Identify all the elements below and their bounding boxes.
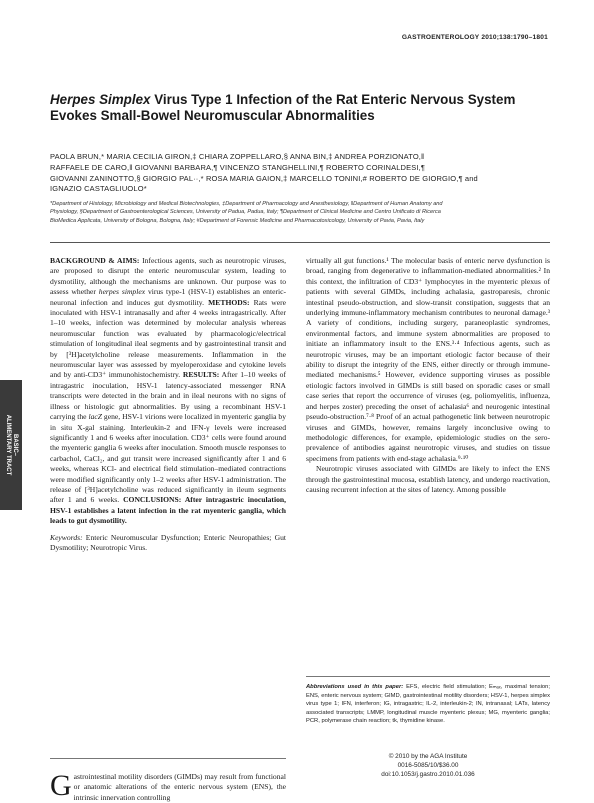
title-line2: Evokes Small-Bowel Neuromuscular Abnormalities	[50, 108, 375, 123]
running-head: GASTROENTEROLOGY 2010;138:1790–1801	[401, 34, 548, 41]
keywords	[50, 533, 286, 554]
author-line: GIOVANNI ZANINOTTO,§ GIORGIO PAL··,* ROSA MARIA GAION,‡ MARCELLO TONINI,# ROBERTO DE GIORGIO,¶ and	[50, 173, 478, 183]
methods-text: Rats were inoculated with HSV-1 intranasally and after 4 weeks intragastrically. After 1–10 weeks, infection was determined by molecular analysis whereas neuromuscular function was evaluated by pharmacologic/electrical stimulation of longitudinal ileal segments and by gastrointestinal transit and by [³H]acetylcholine release measurements. Inflammation in the neuromuscular layer was assessed by myeloperoxidase and cytokine levels and by anti-CD3⁺ immunohistochemistry.	[50, 297, 286, 380]
background-text2: virus type-1 (HSV-1) establishes an enteric-neuronal infection and induces gut dysmotility.	[50, 287, 286, 307]
copyright-block	[306, 752, 550, 779]
keywords-label: Keywords:	[50, 532, 83, 542]
abbreviations-footnote	[306, 676, 550, 726]
body-paragraph: Neurotropic viruses associated with GIMDs are likely to infect the ENS through the gastrointestinal mucosa, establish latency, and undergo reactivation, causing recurrent infection at the sites of latency. Among possible	[306, 464, 550, 494]
affiliations	[50, 200, 550, 225]
background-italic: herpes simplex	[98, 287, 146, 297]
article-title	[50, 92, 550, 124]
author-line: PAOLA BRUN,* MARIA CECILIA GIRON,‡ CHIARA ZOPPELLARO,§ ANNA BIN,‡ ANDREA PORZIONATO,‖	[50, 152, 425, 161]
conclusions-text: After intragastric inoculation, HSV-1 establishes a latent infection in the rat myenteric ganglia, which leads to gut dysmotility.	[50, 495, 286, 526]
keywords-text: Enteric Neuromuscular Dysfunction; Enteric Neuropathies; Gut Dysmotility; Neurotropic Virus.	[50, 532, 286, 552]
abbreviations-label: Abbreviations used in this paper:	[306, 684, 404, 690]
affiliation-line: Physiology, §Department of Gastroenterological Sciences, University of Padua, Padua, Italy; ¶Department of Clinical Medicine and Centro Unificato di Ricerca	[50, 209, 441, 216]
results-text2: gene, HSV-1 virions were localized in myenteric ganglia by in situ X-gal staining. Interleukin-2 and IFN-γ levels were increased significantly 1 and 6 weeks after inoculation. CD3⁺ cells were found around the myenteric ganglia 6 weeks after inoculation. Smooth muscle responses to carbachol, CaCl₂, and gut transit were increased significantly after 1 and 6 weeks, whereas KCl- and electrical field stimulation–mediated contractions were modified significantly only 1–2 weeks after HSV-1 administration. The release of [³H]acetylcholine was reduced significantly in ileum segments after 1 and 6 weeks.	[50, 412, 286, 505]
methods-label: METHODS:	[208, 297, 250, 307]
author-list	[50, 152, 550, 195]
intro-text: astrointestinal motility disorders (GIMDs) may result from functional or anatomic alterations of the enteric nervous system (ENS), the intrinsic innervation controlling	[73, 772, 286, 802]
abbreviations-text: EFS, electric field stimulation; Eₘₐₓ, maximal tension; ENS, enteric nervous system; GIMD, gastrointestinal motility disorders; HSV-1, herpes simplex virus type 1; IFN, interferon; IG, intragastric; IL-2, interleukin-2; IN, intranasal; LATs, latency associated transcripts; LMMP, longitudinal muscle myenteric plexus; MG, myenteric ganglia; PCR, polymerase chain reaction; tk, thymidine kinase.	[306, 684, 550, 725]
affiliation-line: BioMedica Applicata, University of Bologna, Bologna, Italy; #Department of Forensic Medicine and Pharmacotoxicology, University of Pavia, Pavia, Italy	[50, 217, 425, 224]
copyright-line: © 2010 by the AGA Institute	[388, 753, 468, 760]
introduction	[50, 769, 286, 803]
issn-line: 0016-5085/10/$36.00	[397, 762, 459, 769]
abstract-column	[50, 256, 286, 553]
results-italic: lacZ	[88, 412, 102, 422]
title-line1: Virus Type 1 Infection of the Rat Enteric Nervous System	[150, 92, 516, 107]
results-text: After 1–10 weeks of intragastric inoculation, HSV-1 latency-associated messenger RNA transcripts were detected in the brain and in ileal neurons with no signs of illness or histologic gut abnormalities. By using a recombinant HSV-1 carrying the	[50, 370, 286, 422]
author-line: IGNAZIO CASTAGLIUOLO*	[50, 184, 147, 194]
side-tab-label	[4, 415, 18, 476]
author-line: RAFFAELE DE CARO,‖ GIOVANNI BARBARA,¶ VINCENZO STANGHELLINI,¶ ROBERTO CORINALDESI,¶	[50, 162, 426, 172]
conclusions-label: CONCLUSIONS:	[123, 495, 182, 505]
background-label: BACKGROUND & AIMS:	[50, 256, 140, 265]
body-paragraph: virtually all gut functions.¹ The molecular basis of enteric nerve dysfunction is broad, ranging from degenerative to inflammation-mediated abnormalities.² In this context, the infiltration of CD3⁺ lymphocytes in the myenteric plexus of patients with several GIMDs, including achalasia, gastroparesis, chronic intestinal pseudo-obstruction, and slow-transit constipation, suggests that an underlying immune-inflammatory mechanism contributes to neuronal damage.³ A variety of conditions, including surgery, paraneoplastic syndromes, environmental factors, and immune system abnormalities are proposed to initiate an inflammatory insult to the ENS.³·⁴ Infectious agents, such as neurotropic viruses, may be an important etiologic factor because of their ability to disrupt the integrity of the ENS, either directly or through immune-mediated mechanisms.⁵ However, evidence supporting viruses as possible etiologic factors involved in GIMDs is still based on sporadic cases or small case series that report the occurrence of viruses (eg, poliomyelitis, influenza, and herpes zoster) preceding the onset of achalasia⁶ and neurogenic intestinal pseudo-obstruction.⁷·⁸ Proof of an actual pathogenetic link between neurotropic viruses and GIMDs, however, remains largely inconclusive owing to methodologic differences, for example, epidemiologic studies on the sero-prevalence of antibodies against neurotropic viruses, and studies on tissue specimens from patients with end-stage achalasia.⁹·¹⁰	[306, 256, 550, 463]
header-divider	[50, 242, 550, 243]
abstract	[50, 256, 286, 527]
title-italic: Herpes Simplex	[50, 92, 151, 107]
intro-divider	[50, 758, 286, 759]
side-tab-line2: ALIMENTARY TRACT	[5, 414, 11, 476]
section-side-tab	[0, 380, 22, 510]
background-text: Infectious agents, such as neurotropic viruses, are proposed to disrupt the enteric neuromuscular system, leading to dysmotility, although the mechanisms are unknown. Our purpose was to assess whether	[50, 256, 286, 297]
body-column-right	[306, 256, 550, 495]
drop-cap: G	[50, 769, 72, 802]
affiliation-line: *Department of Histology, Microbiology and Medical Biotechnologies, ‡Department of Pharmacology and Anesthesiology, ‖Department of Human Anatomy and	[50, 201, 443, 207]
results-label: RESULTS:	[182, 370, 220, 380]
side-tab-line1: BASIC–	[12, 433, 18, 456]
doi-line: doi:10.1053/j.gastro.2010.01.036	[381, 771, 475, 778]
